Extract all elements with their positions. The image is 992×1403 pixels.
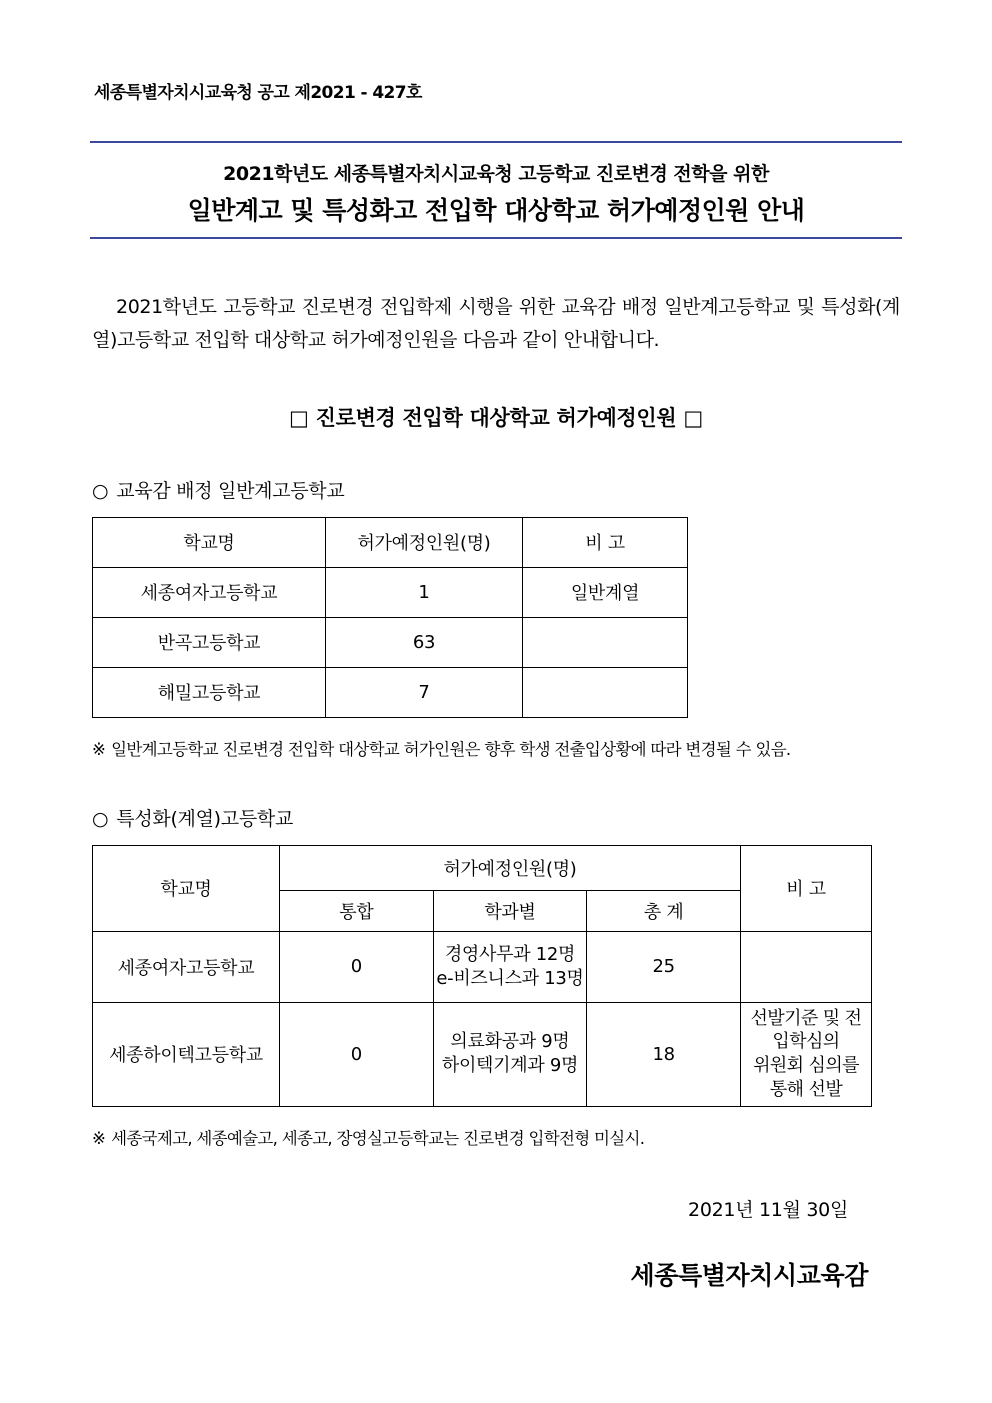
section-special-heading [92,804,904,831]
cell-note-line-1: 선발기준 및 전입학심의 [750,1007,862,1053]
column-header-school: 학교명 [93,845,280,931]
section-general-heading [92,476,904,503]
center-heading: □ 진로변경 전입학 대상학교 허가예정인원 □ [289,405,703,430]
cell-total: 25 [587,931,741,1002]
table-general-highschools [92,517,688,718]
cell-dept-line-2: 하이텍기계과 9명 [441,1055,579,1076]
cell-note [523,617,688,667]
cell-merge: 0 [280,1002,434,1106]
cell-total: 18 [587,1002,741,1106]
table-row [93,567,688,617]
column-header-group: 허가예정인원(명) [280,845,741,890]
column-header-dept: 학과별 [433,890,587,931]
document-signature: 세종특별자치시교육감 [630,1260,868,1290]
table-row [93,667,688,717]
column-header-merge: 통합 [280,890,434,931]
cell-dept-line-2: e-비즈니스과 13명 [436,967,584,989]
cell-note [741,1002,872,1106]
cell-merge: 0 [280,931,434,1002]
cell-note [741,931,872,1002]
table-header-row [93,517,688,567]
cell-school: 반곡고등학교 [93,617,326,667]
column-header-school: 학교명 [93,517,326,567]
title-line-1: 2021학년도 세종특별자치시교육청 고등학교 진로변경 전학을 위한 [223,163,769,185]
cell-school: 세종하이텍고등학교 [93,1002,280,1106]
footnote-special [92,1125,904,1149]
list-marker-icon: ○ [92,807,109,830]
cell-count: 7 [326,667,523,717]
cell-dept [433,1002,587,1106]
footnote-special-text: 세종국제고, 세종예술고, 세종고, 장영실고등학교는 진로변경 입학전형 미실시. [111,1128,645,1148]
column-header-count: 허가예정인원(명) [326,517,523,567]
header-rule-bottom [90,237,902,239]
footnote-general [92,736,904,760]
cell-dept-line-1: 경영사무과 12명 [444,943,576,965]
section-general-heading-text: 교육감 배정 일반계고등학교 [116,479,345,502]
intro-text: 2021학년도 고등학교 진로변경 전입학제 시행을 위한 교육감 배정 일반계고등학교 및 특성화(계열)고등학교 전입학 대상학교 허가예정인원을 다음과 같이 안내합니다. [92,296,900,352]
cell-count: 63 [326,617,523,667]
document-date: 2021년 11월 30일 [688,1198,848,1221]
cell-dept-line-1: 의료화공과 9명 [450,1031,570,1053]
footnote-general-text: 일반계고등학교 진로변경 전입학 대상학교 허가인원은 향후 학생 전출입상황에 따라 변경될 수 있음. [111,739,791,759]
column-header-note: 비 고 [741,845,872,931]
cell-note: 일반계열 [523,567,688,617]
table-row [93,617,688,667]
footnote-symbol: ※ [92,739,106,759]
cell-school: 세종여자고등학교 [93,567,326,617]
table-header-row-1 [93,845,872,890]
cell-dept [433,931,587,1002]
document-title [88,143,904,237]
cell-school: 해밀고등학교 [93,667,326,717]
intro-paragraph [88,291,904,358]
table-row [93,1002,872,1106]
table-specialized-highschools [92,845,872,1107]
cell-school: 세종여자고등학교 [93,931,280,1002]
cell-note [523,667,688,717]
cell-count: 1 [326,567,523,617]
list-marker-icon: ○ [92,479,109,502]
table-row [93,931,872,1002]
column-header-note: 비 고 [523,517,688,567]
column-header-total: 총 계 [587,890,741,931]
footnote-symbol: ※ [92,1128,106,1148]
section-special-heading-text: 특성화(계열)고등학교 [116,807,293,830]
document-number: 세종특별자치시교육청 공고 제2021 - 427호 [94,83,422,103]
title-line-2: 일반계고 및 특성화고 전입학 대상학교 허가예정인원 안내 [187,196,805,225]
cell-note-line-2: 위원회 심의를 통해 선발 [753,1055,859,1100]
